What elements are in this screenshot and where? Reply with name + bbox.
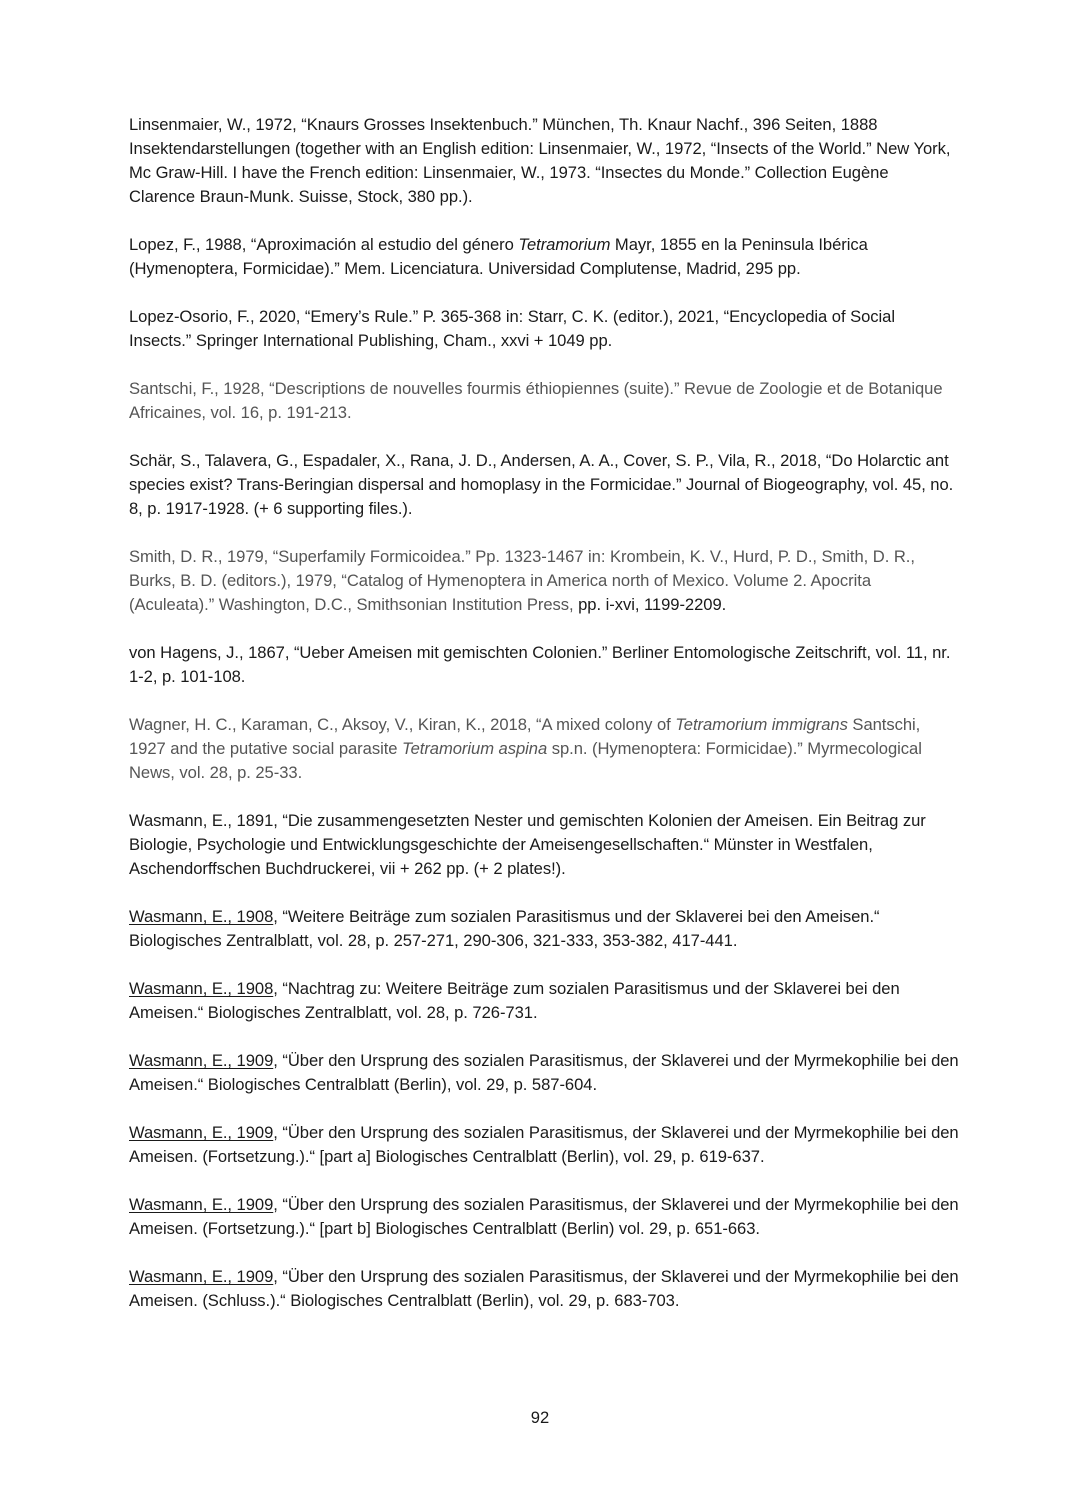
reference-entry: Schär, S., Talavera, G., Espadaler, X., Rana, J. D., Andersen, A. A., Cover, S. P., Vila, R., 2018, “Do Holarctic ant species exist? Trans-Beringian dispersal and homoplasy in the Formicidae.” Journal of Biogeography, vol. 45, no. 8, p. 1917-1928. (+ 6 supporting files.). xyxy=(129,451,954,518)
reference-entry: Linsenmaier, W., 1972, “Knaurs Grosses Insektenbuch.” München, Th. Knaur Nachf., 396 Seiten, 1888 Insektendarstellungen (together with an English edition: Linsenmaier, W., 1972, “Insects of the World.” New York, Mc Graw-Hill. I have the French edition: Linsenmaier, W., 1973. “Insectes du Monde.” Collection Eugène Clarence Braun-Munk. Suisse, Stock, 380 pp.). xyxy=(129,115,951,206)
reference-entry: Wagner, H. C., Karaman, C., Aksoy, V., Kiran, K., 2018, “A mixed colony of Tetramorium immigrans Santschi, 1927 and the putative social parasite Tetramorium aspina sp.n. (Hymenoptera: Formicidae).” Myrmecological News, vol. 28, p. 25-33. xyxy=(129,715,922,782)
reference-entry: Wasmann, E., 1909, “Über den Ursprung des sozialen Parasitismus, der Sklaverei und der Myrmekophilie bei den Ameisen. (Schluss.).“ Biologisches Centralblatt (Berlin), vol. 29, p. 683-703. xyxy=(129,1267,959,1310)
reference-entry: Wasmann, E., 1909, “Über den Ursprung des sozialen Parasitismus, der Sklaverei und der Myrmekophilie bei den Ameisen. (Fortsetzung.).“ [part b] Biologisches Centralblatt (Berlin) vol. 29, p. 651-663. xyxy=(129,1195,959,1238)
reference-entry: Wasmann, E., 1909, “Über den Ursprung des sozialen Parasitismus, der Sklaverei und der Myrmekophilie bei den Ameisen. (Fortsetzung.).“ [part a] Biologisches Centralblatt (Berlin), vol. 29, p. 619-637. xyxy=(129,1123,959,1166)
taxon-name: Tetramorium aspina xyxy=(402,739,548,758)
reference-entry: Wasmann, E., 1908, “Weitere Beiträge zum sozialen Parasitismus und der Sklaverei bei den Ameisen.“ Biologisches Zentralblatt, vol. 28, p. 257-271, 290-306, 321-333, 353-382, 417-441. xyxy=(129,907,880,950)
reference-link[interactable]: Wasmann, E., 1909 xyxy=(129,1267,274,1286)
taxon-name: Tetramorium immigrans xyxy=(675,715,848,734)
reference-entry: Lopez, F., 1988, “Aproximación al estudio del género Tetramorium Mayr, 1855 en la Peninsula Ibérica (Hymenoptera, Formicidae).” Mem. Licenciatura. Universidad Complutense, Madrid, 295 pp. xyxy=(129,235,868,278)
taxon-name: Tetramorium xyxy=(518,235,611,254)
reference-entry: Wasmann, E., 1909, “Über den Ursprung des sozialen Parasitismus, der Sklaverei und der Myrmekophilie bei den Ameisen.“ Biologisches Centralblatt (Berlin), vol. 29, p. 587-604. xyxy=(129,1051,959,1094)
reference-link[interactable]: Wasmann, E., 1909 xyxy=(129,1051,274,1070)
reference-entry: Wasmann, E., 1891, “Die zusammengesetzten Nester und gemischten Kolonien der Ameisen. Ein Beitrag zur Biologie, Psychologie und Entwicklungsgeschichte der Ameisengesellschaften.“ Münster in Westfalen, Aschendorffschen Buchdruckerei, vii + 262 pp. (+ 2 plates!). xyxy=(129,811,926,878)
reference-list xyxy=(129,113,959,1337)
page-number: 92 xyxy=(530,1408,550,1427)
reference-entry: Santschi, F., 1928, “Descriptions de nouvelles fourmis éthiopiennes (suite).” Revue de Zoologie et de Botanique Africaines, vol. 16, p. 191-213. xyxy=(129,379,943,422)
reference-link[interactable]: Wasmann, E., 1908 xyxy=(129,907,274,926)
reference-link[interactable]: Wasmann, E., 1909 xyxy=(129,1195,274,1214)
reference-entry: Wasmann, E., 1908, “Nachtrag zu: Weitere Beiträge zum sozialen Parasitismus und der Sklaverei bei den Ameisen.“ Biologisches Zentralblatt, vol. 28, p. 726-731. xyxy=(129,979,900,1022)
reference-entry: Lopez-Osorio, F., 2020, “Emery’s Rule.” P. 365-368 in: Starr, C. K. (editor.), 2021, “Encyclopedia of Social Insects.” Springer International Publishing, Cham., xxvi + 1049 pp. xyxy=(129,307,895,350)
reference-entry: Smith, D. R., 1979, “Superfamily Formicoidea.” Pp. 1323-1467 in: Krombein, K. V., Hurd, P. D., Smith, D. R., Burks, B. D. (editors.), 1979, “Catalog of Hymenoptera in America north of Mexico. Volume 2. Apocrita (Aculeata).” Washington, D.C., Smithsonian Institution Press, pp. i-xvi, 1199-2209. xyxy=(129,547,915,614)
reference-entry: von Hagens, J., 1867, “Ueber Ameisen mit gemischten Colonien.” Berliner Entomologische Zeitschrift, vol. 11, nr. 1-2, p. 101-108. xyxy=(129,643,951,686)
reference-link[interactable]: Wasmann, E., 1908 xyxy=(129,979,274,998)
reference-link[interactable]: Wasmann, E., 1909 xyxy=(129,1123,274,1142)
